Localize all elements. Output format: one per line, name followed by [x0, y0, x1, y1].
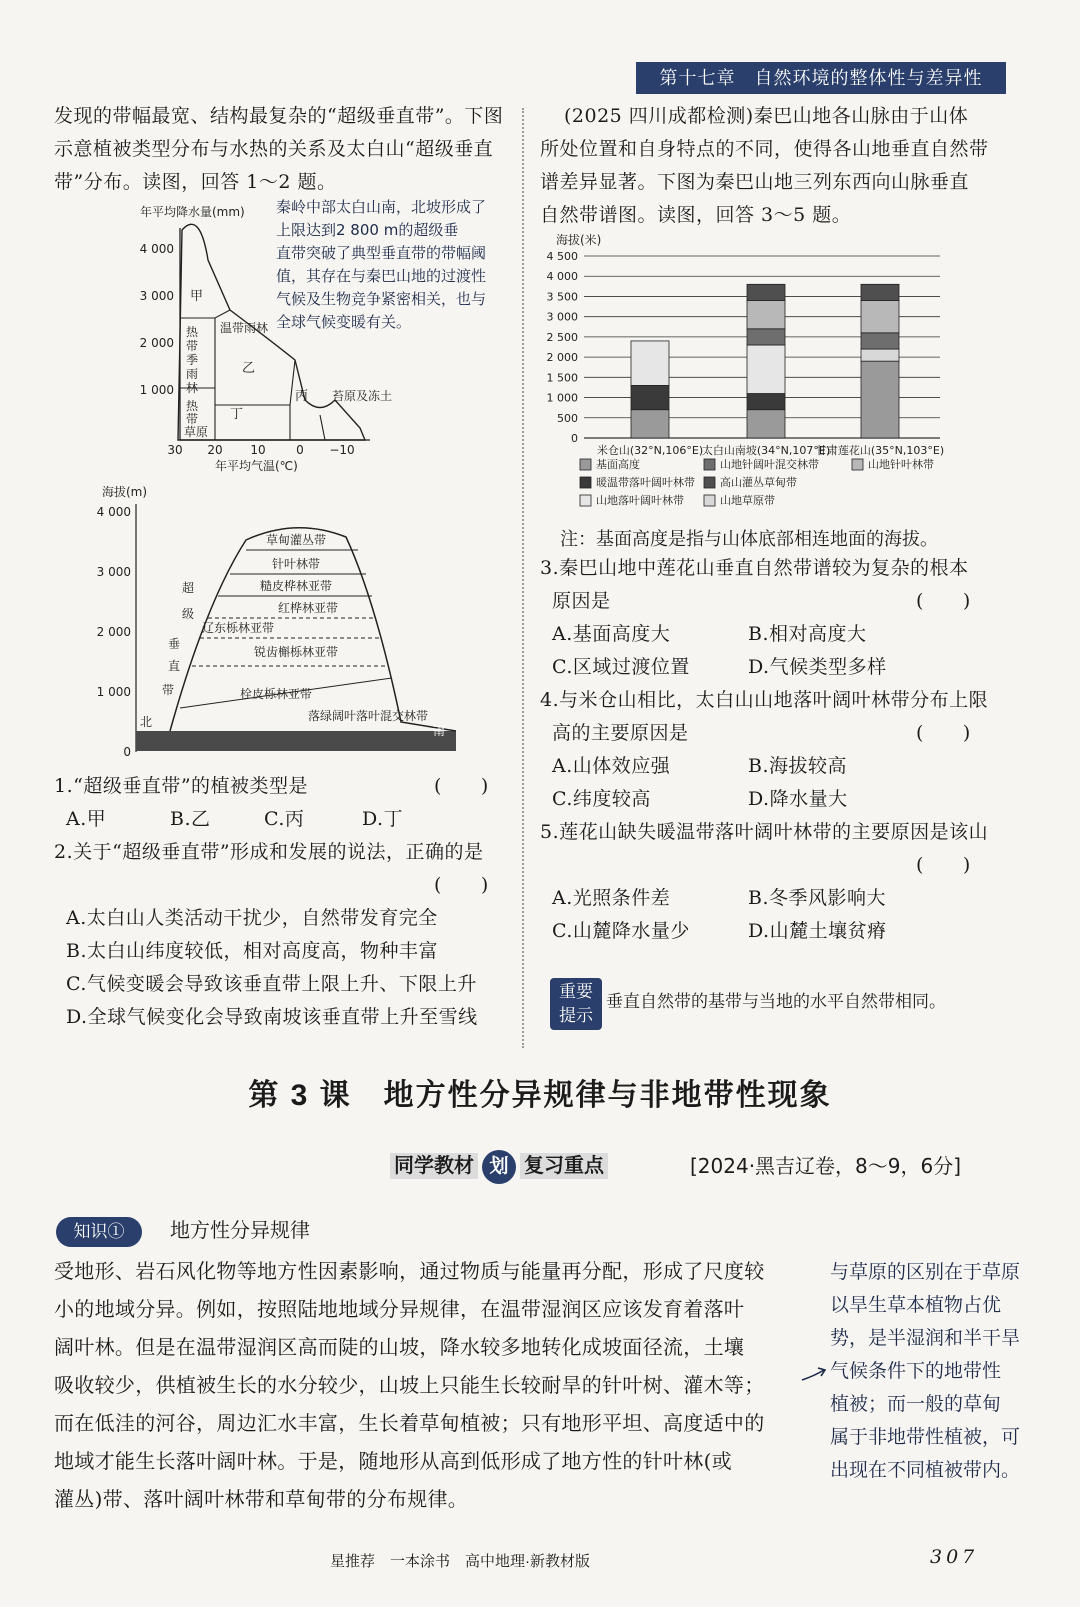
chart1-label-tm: 林: [186, 381, 199, 395]
chart3-bar-segment: [747, 329, 785, 345]
chart1-xlabel: 年平均气温(℃): [215, 459, 298, 473]
chart3-bar-segment: [747, 300, 785, 328]
side-note-line: 属于非地带性植被，可: [830, 1426, 1021, 1448]
lesson-title: 第 3 课 地方性分异规律与非地带性现象: [248, 1079, 832, 1112]
chart3-ytick: 2 000: [546, 351, 578, 365]
right-intro-line: 谱差异显著。下图为秦巴山地三列东西向山脉垂直: [540, 171, 970, 193]
chart-note: 注：基面高度是指与山体底部相连地面的海拔。: [560, 529, 938, 550]
q3-option-c: C.区域过渡位置: [552, 656, 690, 678]
q1-option-c: C.丙: [264, 808, 305, 830]
chart1-label-tm: 雨: [186, 367, 199, 381]
right-intro-line: 所处位置和自身特点的不同，使得各山地垂直自然带: [540, 138, 989, 160]
chart3-bar-segment: [861, 333, 899, 349]
q3-stem-line1: 3.秦巴山地中莲花山垂直自然带谱较为复杂的根本: [540, 557, 969, 579]
q2-option-a: A.太白山人类活动干扰少，自然带发育完全: [66, 907, 438, 929]
q5-option-b: B.冬季风影响大: [748, 887, 887, 909]
chart3-category-label: 米仓山(32°N,106°E): [596, 444, 704, 457]
chart3-bar-segment: [861, 300, 899, 332]
q5-option-c: C.山麓降水量少: [552, 920, 690, 942]
body-line: 吸收较少，供植被生长的水分较少，山坡上只能生长较耐旱的针叶树、灌木等；: [54, 1373, 765, 1397]
chart3-ytick: 4 500: [546, 250, 578, 263]
review-exam-note: [2024·黑吉辽卷，8～9，6分]: [690, 1154, 962, 1178]
question-2-stem: 2.关于“超级垂直带”形成和发展的说法，正确的是: [54, 841, 484, 863]
q2-option-b: B.太白山纬度较低，相对高度高，物种丰富: [66, 940, 439, 962]
footer-book: 星推荐 一本涂书 高中地理·新教材版: [330, 1553, 590, 1570]
chart3-legend-swatch: [580, 459, 591, 470]
chart1-label-yi: 乙: [242, 361, 256, 376]
q4-option-d: D.降水量大: [748, 788, 848, 810]
chapter-header: 第十七章 自然环境的整体性与差异性: [636, 62, 1006, 94]
left-intro-line: 示意植被类型分布与水热的关系及太白山“超级垂直: [54, 138, 494, 160]
q4-option-b: B.海拔较高: [748, 755, 848, 777]
q5-option-d: D.山麓土壤贫瘠: [748, 920, 887, 942]
chart1-label-ts: 草原: [184, 425, 209, 439]
chart1-xtick: 0: [296, 443, 304, 457]
chart1-label-jia: 甲: [190, 289, 204, 304]
chart3-bar-segment: [747, 410, 785, 438]
chart2-super-belt: 垂: [168, 637, 181, 651]
chart3-bar-segment: [861, 284, 899, 300]
q5-option-a: A.光照条件差: [552, 887, 671, 909]
handwritten-note-line: 秦岭中部太白山南，北坡形成了: [276, 198, 487, 216]
chart2-zone: 红桦林亚带: [277, 601, 339, 615]
chart3-legend-label: 高山灌丛草甸带: [720, 476, 797, 489]
handwritten-note-line: 全球气候变暖有关。: [276, 313, 412, 331]
question-1-stem: 1.“超级垂直带”的植被类型是: [54, 775, 309, 797]
chart1-label-tm: 季: [186, 353, 199, 367]
chart3-legend-swatch: [852, 459, 863, 470]
chart3-legend-label: 山地针叶林带: [868, 458, 934, 471]
q3-stem-line2: 原因是: [552, 590, 611, 612]
chart1-xtick: 10: [250, 443, 266, 457]
chart1-ytick: 1 000: [139, 383, 174, 397]
chart1-label-bing: 丙: [295, 389, 309, 404]
chart1-ytick: 3 000: [139, 289, 174, 303]
body-line: 阔叶林。但是在温带湿润区高而陡的山坡，降水较多地转化成坡面径流，土壤: [54, 1335, 745, 1359]
chart3-ylabel: 海拔(米): [556, 233, 602, 247]
chart1-boundary: [180, 310, 230, 318]
chart1-label-temperate-rainforest: 温带雨林: [220, 321, 269, 335]
question-1-answer-paren: ( ): [434, 775, 489, 797]
chart1-label-tm: 热: [186, 325, 199, 339]
chart2-south: 南: [433, 724, 446, 738]
q4-option-a: A.山体效应强: [552, 755, 671, 777]
chart3-bar-segment: [747, 345, 785, 394]
side-note-line: 以旱生草本植物占优: [830, 1294, 1002, 1316]
taibai-vertical-belt-chart: [96, 482, 486, 762]
important-hint-text: 垂直自然带的基带与当地的水平自然带相同。: [606, 992, 946, 1012]
handwritten-note-line: 上限达到2 800 m的超级垂: [276, 221, 459, 239]
q1-option-a: A.甲: [66, 808, 107, 830]
chart1-xtick: −10: [329, 443, 355, 457]
side-note-line: 植被；而一般的草甸: [830, 1393, 1002, 1415]
q2-option-d: D.全球气候变化会导致南坡该垂直带上升至雪线: [66, 1006, 478, 1028]
chart2-zone: 锐齿槲栎林亚带: [253, 645, 339, 659]
chart1-ylabel: 年平均降水量(mm): [140, 205, 245, 219]
side-note-line: 势，是半湿润和半干旱: [830, 1327, 1021, 1349]
chart2-north: 北: [140, 715, 153, 729]
review-post: 复习重点: [520, 1153, 608, 1179]
chart2-ytick: 4 000: [96, 505, 131, 519]
chart2-ytick: 0: [123, 745, 131, 759]
q3-answer-paren: ( ): [916, 590, 971, 612]
right-intro-line: (2025 四川成都检测)秦巴山地各山脉由于山体: [564, 105, 969, 127]
question-1: [54, 770, 514, 803]
side-handwritten-note: [830, 1256, 1050, 1487]
review-key-points: [390, 1147, 660, 1185]
knowledge-title: 地方性分异规律: [170, 1220, 310, 1242]
side-note-line: 气候条件下的地带性: [830, 1360, 1002, 1382]
chart1-label-ts: 带: [186, 412, 199, 426]
chart3-ytick: 1 500: [546, 371, 578, 385]
chart3-ytick: 0: [571, 432, 578, 445]
page-number: 307: [930, 1546, 979, 1568]
question-2-answer-paren: ( ): [434, 874, 489, 896]
chart3-legend-swatch: [704, 477, 715, 488]
chart3-bar-segment: [747, 394, 785, 410]
left-intro-line: 带”分布。读图，回答 1～2 题。: [54, 171, 337, 193]
chart3-legend-swatch: [704, 459, 715, 470]
chart3-category-label: 太白山南坡(34°N,107°E): [701, 444, 831, 457]
chart2-zone: 针叶林带: [271, 557, 321, 571]
chart3-bar-segment: [861, 361, 899, 438]
important-hint-badge: [550, 978, 602, 1030]
chart1-xtick: 30: [167, 443, 183, 457]
chart2-super-belt: 级: [182, 607, 195, 621]
annotation-arrow-icon: [800, 1360, 830, 1390]
chart2-super-belt: 带: [162, 683, 175, 697]
chart1-label-tm: 带: [186, 339, 199, 353]
right-intro: [540, 100, 1000, 232]
chart2-ytick: 2 000: [96, 625, 131, 639]
chart3-bar-segment: [631, 341, 669, 385]
body-line: 灌丛)带、落叶阔叶林带和草甸带的分布规律。: [54, 1487, 469, 1511]
q4-answer-paren: ( ): [916, 722, 971, 744]
chart3-ytick: 1 000: [546, 391, 578, 405]
left-intro: [54, 100, 514, 199]
chart1-label-ts: 热: [186, 399, 199, 413]
hint-badge-line: 重要: [559, 982, 593, 1001]
review-pre: 同学教材: [390, 1153, 478, 1179]
q3-option-b: B.相对高度大: [748, 623, 867, 645]
chart3-legend-swatch: [704, 495, 715, 506]
chart3-bar-segment: [861, 349, 899, 361]
chart1-label-ding: 丁: [230, 407, 244, 422]
side-note-line: 出现在不同植被带内。: [830, 1459, 1021, 1481]
qinba-vertical-spectrum-chart: [540, 232, 970, 532]
knowledge-body: [54, 1252, 814, 1518]
chart3-ytick: 2 500: [546, 330, 578, 344]
chart3-category-label: 甘肃莲花山(35°N,103°E): [815, 444, 945, 457]
chart3-ytick: 3 000: [546, 310, 578, 324]
chart3-ytick: 500: [557, 411, 578, 425]
handwritten-note: [276, 196, 516, 334]
chart3-legend-label: 暖温带落叶阔叶林带: [596, 476, 695, 489]
chart2-zone: 草甸灌丛带: [265, 533, 327, 547]
q5-answer-paren: ( ): [916, 854, 971, 876]
chart2-zone: 栓皮栎林亚带: [239, 687, 313, 701]
chart3-bar-segment: [631, 410, 669, 438]
q3-option-a: A.基面高度大: [552, 623, 671, 645]
chart3-bar-segment: [631, 385, 669, 409]
body-line: 小的地域分异。例如，按照陆地地域分异规律，在温带湿润区应该发育着落叶: [54, 1297, 745, 1321]
chart1-ytick: 4 000: [139, 242, 174, 256]
q4-stem-line1: 4.与米仓山相比，太白山山地落叶阔叶林带分布上限: [540, 689, 989, 711]
chart3-legend-swatch: [580, 495, 591, 506]
q1-option-d: D.丁: [362, 808, 404, 830]
right-intro-line: 自然带谱图。读图，回答 3～5 题。: [540, 204, 852, 226]
q4-option-c: C.纬度较高: [552, 788, 651, 810]
chart1-ytick: 2 000: [139, 336, 174, 350]
chart2-ground: [136, 731, 456, 751]
chart2-ytick: 3 000: [96, 565, 131, 579]
left-intro-line: 发现的带幅最宽、结构最复杂的“超级垂直带”。下图: [54, 105, 504, 127]
chart2-zone: 辽东栎林亚带: [201, 621, 275, 635]
handwritten-note-line: 直带突破了典型垂直带的带幅阈: [276, 244, 487, 262]
chart2-ylabel: 海拔(m): [102, 485, 148, 499]
chart3-legend-label: 基面高度: [596, 458, 640, 471]
hint-badge-line: 提示: [559, 1006, 593, 1025]
knowledge-badge: 知识①: [56, 1217, 142, 1247]
q1-option-b: B.乙: [170, 808, 211, 830]
q3-option-d: D.气候类型多样: [748, 656, 887, 678]
body-line: 受地形、岩石风化物等地方性因素影响，通过物质与能量再分配，形成了尺度较: [54, 1259, 765, 1283]
chart2-zone: 糙皮桦林亚带: [259, 579, 333, 593]
chart1-label-tundra: 苔原及冻土: [332, 389, 393, 403]
q2-option-c: C.气候变暖会导致该垂直带上限上升、下限上升: [66, 973, 477, 995]
chart3-legend-label: 山地针阔叶混交林带: [720, 458, 819, 471]
body-line: 而在低洼的河谷，周边汇水丰富，生长着草甸植被；只有地形平坦、高度适中的: [54, 1411, 765, 1435]
chart3-legend-swatch: [580, 477, 591, 488]
chart2-ytick: 1 000: [96, 685, 131, 699]
handwritten-note-line: 气候及生物竞争紧密相关，也与: [276, 290, 487, 308]
chart1-boundary: [320, 415, 325, 440]
chart2-super-belt: 直: [168, 659, 181, 673]
chart1-xtick: 20: [207, 443, 223, 457]
q4-stem-line2: 高的主要原因是: [552, 722, 689, 744]
review-circle: 划: [482, 1150, 516, 1184]
chart3-ytick: 3 500: [546, 290, 578, 304]
left-questions: [54, 770, 514, 1050]
q5-stem-line1: 5.莲花山缺失暖温带落叶阔叶林带的主要原因是该山: [540, 821, 989, 843]
chart2-zone: 落绿阔叶落叶混交林带: [307, 709, 429, 723]
right-questions: [540, 552, 1000, 952]
chart2-super-belt: 超: [182, 581, 195, 595]
chart3-legend-label: 山地草原带: [720, 494, 775, 507]
chart3-legend-label: 山地落叶阔叶林带: [596, 494, 684, 507]
body-line: 地域才能生长落叶阔叶林。于是，随地形从高到低形成了地方性的针叶林(或: [54, 1449, 733, 1473]
handwritten-note-line: 值，其存在与秦巴山地的过渡性: [276, 267, 487, 285]
side-note-line: 与草原的区别在于草原: [830, 1261, 1021, 1283]
chart3-ytick: 4 000: [546, 270, 578, 284]
chart3-bar-segment: [747, 284, 785, 300]
